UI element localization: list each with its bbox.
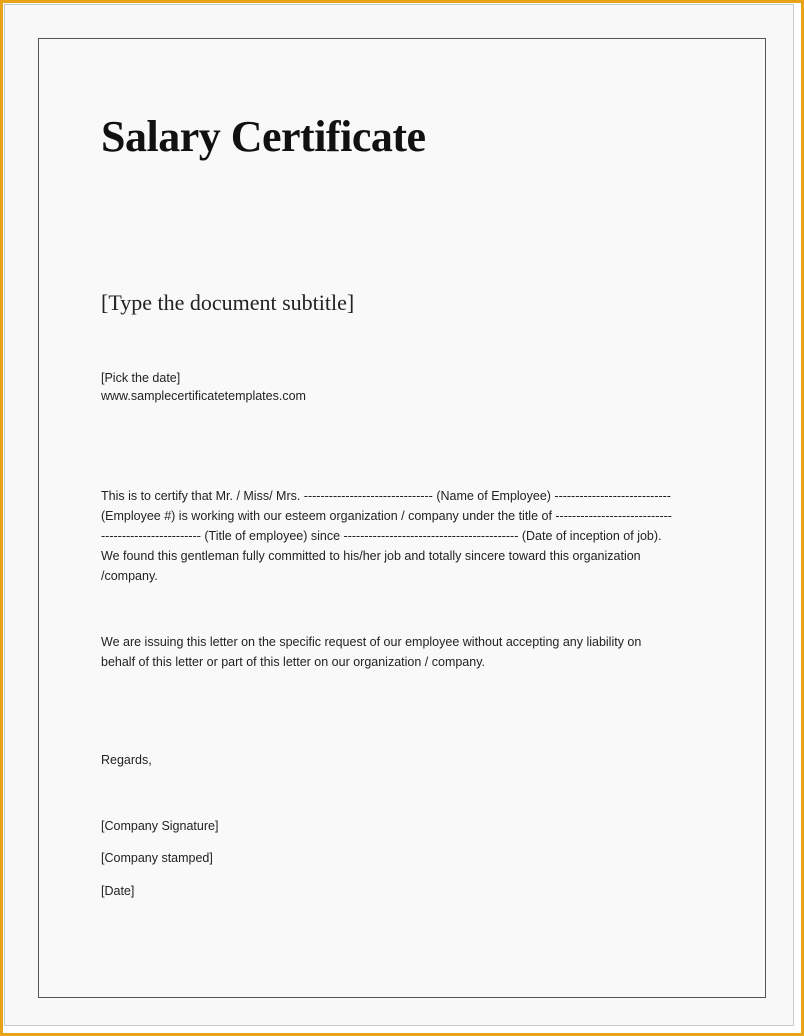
paragraph-line: (Employee #) is working with our esteem organization / company under the title of ---------------------------- — [101, 509, 672, 523]
paragraph-line: /company. — [101, 569, 158, 583]
date-footer-placeholder[interactable]: [Date] — [101, 884, 135, 898]
website-text: www.samplecertificatetemplates.com — [101, 389, 306, 403]
certification-paragraph — [101, 486, 711, 586]
issuance-paragraph — [101, 632, 711, 672]
paragraph-line: behalf of this letter or part of this letter on our organization / company. — [101, 655, 486, 669]
signature-placeholder[interactable]: [Company Signature] — [101, 819, 219, 833]
date-placeholder[interactable]: [Pick the date] — [101, 371, 181, 385]
stamp-placeholder[interactable]: [Company stamped] — [101, 851, 213, 865]
regards-text: Regards, — [101, 753, 152, 767]
paragraph-line: We are issuing this letter on the specific request of our employee without accepting any liability on — [101, 635, 642, 649]
document-subtitle[interactable]: [Type the document subtitle] — [101, 290, 355, 315]
paragraph-line: We found this gentleman fully committed to his/her job and totally sincere toward this organization — [101, 549, 641, 563]
paragraph-line: ------------------------ (Title of employee) since ------------------------------------------ (Date of inception of job). — [101, 529, 662, 543]
document-title: Salary Certificate — [101, 112, 426, 161]
paragraph-line: This is to certify that Mr. / Miss/ Mrs. ------------------------------- (Name of Employee) ---------------------------- — [101, 489, 671, 503]
document-page — [38, 38, 766, 998]
